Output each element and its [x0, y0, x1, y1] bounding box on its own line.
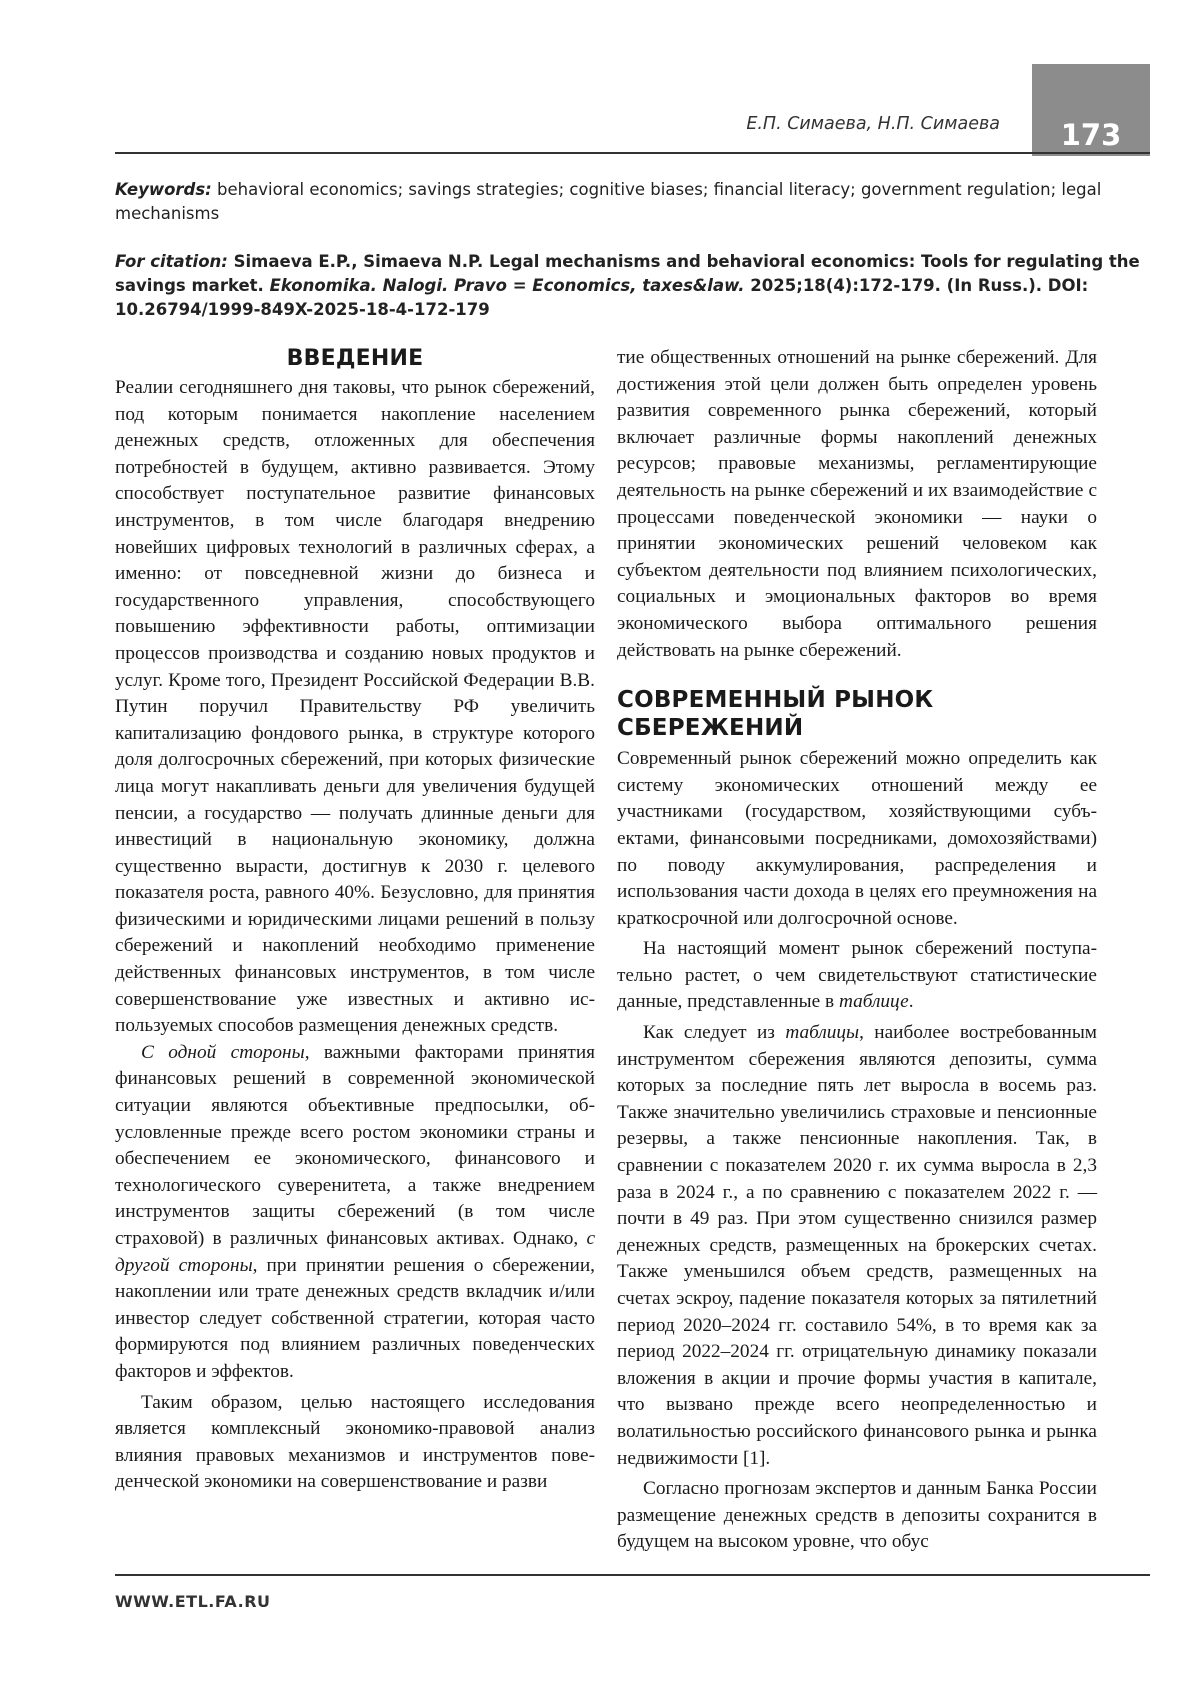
keywords-block — [115, 178, 1145, 226]
paragraph: Реалии сегодняшнего дня таковы, что рынок сбережений, под которым понимается накопление населением денежных средств, отложенных для обеспечения потребностей в будущем, активно развивается. Этому способствует поступательное развитие финансовых инструментов, в том числе благодаря внедрению новейших цифровых технологий в различных сферах, а именно: от повседневной жизни до бизнеса и государственного управления, способствующего повышению эффективности работы, оптимизации процессов производства и созданию новых продуктов и услуг. Кроме того, Президент Российской Федерации В.В. Путин поручил Правительству РФ увеличить капитализацию фондового рынка, в структуре которого доля долгосрочных сбережений, при которых физические лица могут накапливать деньги для увеличения будущей пенсии, а государство — получать длинные деньги для инвестиций в национальную экономику, должна существенно вырасти, достигнув к 2030 г. целевого показателя роста, равного 40%. Безусловно, для принятия физическими и юридическими лицами решений в пользу сбережений и накоплений необходимо применение действенных финансовых инструментов, в том числе совершенствование уже известных и активно используемых способов размещения денежных средств. — [115, 377, 595, 1037]
section-heading-savings-market: СОВРЕМЕННЫЙ РЫНОК СБЕРЕЖЕНИЙ — [617, 687, 934, 742]
paragraph: Таким образом, целью настоящего исследования является комплексный экономико-правовой анализ влияния правовых механизмов и инструментов поведенческой экономики на совершенствование и разви — [115, 1391, 595, 1493]
page-number: 173 — [1032, 64, 1150, 156]
emphasis: С одной стороны — [141, 1041, 305, 1063]
paragraph — [115, 1040, 595, 1386]
citation-block — [115, 250, 1145, 322]
paragraph-text: , при принятии решения о сбережении, накоплении или трате денежных средств вкладчик и/или инвестор следует собственной стратегии, которая часто формируются под влиянием различных поведенческих факторов и эффектов. — [115, 1254, 596, 1382]
running-header-authors: Е.П. Симаева, Н.П. Симаева — [746, 114, 1000, 134]
header-rule — [115, 152, 1150, 154]
paragraph — [617, 936, 1097, 1016]
paragraph-text: , наиболее востребованным инструментом сбережения являются депозиты, сумма которых за последние пять лет выросла в восемь раз. Также значительно увеличились страховые и пенсионные резервы, а также пенсионные накопления. Так, в сравнении с показателем 2020 г. их сумма выросла в 2,3 раза в 2024 г., а по сравнению с показателем 2022 г. — почти в 49 раз. При этом существенно снизился размер денежных средств, размещенных на брокерских счетах. Также уменьшился объем средств, размещенных на счетах эскроу, падение показателя которых за пятилетний период 2020–2024 гг. составило 54%, в то время как за период 2022–2024 гг. отрицательную динамику показали вложения в акции и прочие формы участия в капитале, что вызвано прежде всего неопределенностью и волатильностью российского финансового рынка и рынка недвижимости [1]. — [617, 1022, 1097, 1469]
citation-tail: 2025;18(4):172-179. (In Russ.). DOI: 10.26794/1999-849X-2025-18-4-172-179 — [115, 276, 1089, 319]
right-column — [617, 345, 1097, 1556]
citation-label: For citation: — [115, 252, 228, 271]
left-column — [115, 345, 595, 1496]
paragraph-text: На настоящий момент рынок сбережений поступательно растет, о чем свидетельствуют статистические данные, представленные в — [617, 938, 1097, 1013]
footer-rule — [115, 1574, 1150, 1576]
paragraph: Современный рынок сбережений можно определить как систему экономических отношений между ее участниками (государством, хозяйствующими субъектами, финансовыми посредниками, домохозяйствами) по поводу аккумулирования, распределения и использования части дохода в целях его преумножения на краткосрочной или долгосрочной основе. — [617, 748, 1097, 929]
paragraph: тие общественных отношений на рынке сбережений. Для достижения этой цели должен быть определен уровень развития современного рынка сбережений, который включает различные формы накоплений денежных ресурсов; правовые механизмы, регламентирующие деятельность на рынке сбережений и их взаимодействие с процессами поведенческой экономики — науки о принятии экономических решений человеком как субъектом деятельности под влиянием психологических, социальных и эмоциональных факторов во время экономического выбора оптимального решения действовать на рынке сбережений. — [617, 347, 1097, 661]
keywords-text: behavioral economics; savings strategies; cognitive biases; financial literacy; government regulation; legal mechanisms — [115, 180, 1102, 223]
citation-title: Simaeva E.P., Simaeva N.P. Legal mechanisms and behavioral economics: Tools for regulating the savings market. — [115, 252, 1140, 295]
keywords-label: Keywords: — [115, 180, 212, 199]
citation-journal: Ekonomika. Nalogi. Pravo = Economics, taxes&law. — [269, 276, 745, 295]
paragraph-text: . — [908, 991, 914, 1013]
emphasis: таблице — [838, 991, 909, 1013]
paragraph-text: Как следует из — [643, 1022, 786, 1044]
paragraph: Согласно прогнозам экспертов и данным Банка России размещение денежных средств в депозиты сохранится в будущем на высоком уровне, что обус — [617, 1478, 1097, 1553]
paragraph-text: , важными факторами принятия финансовых решений в современной экономической ситуации являются объективные предпосылки, обусловленные прежде всего ростом экономики страны и обеспечением ее экономического, финансового и технологического суверенитета, а также внедрением инструментов защиты сбережений (в том числе страховой) в различных финансовых активах. Однако, — [115, 1041, 596, 1249]
emphasis: с другой стороны — [115, 1228, 595, 1276]
footer-website: WWW.ETL.FA.RU — [115, 1592, 271, 1611]
paragraph — [617, 1020, 1097, 1472]
emphasis: таблицы — [785, 1022, 860, 1044]
section-heading-introduction: ВВЕДЕНИЕ — [286, 346, 424, 371]
